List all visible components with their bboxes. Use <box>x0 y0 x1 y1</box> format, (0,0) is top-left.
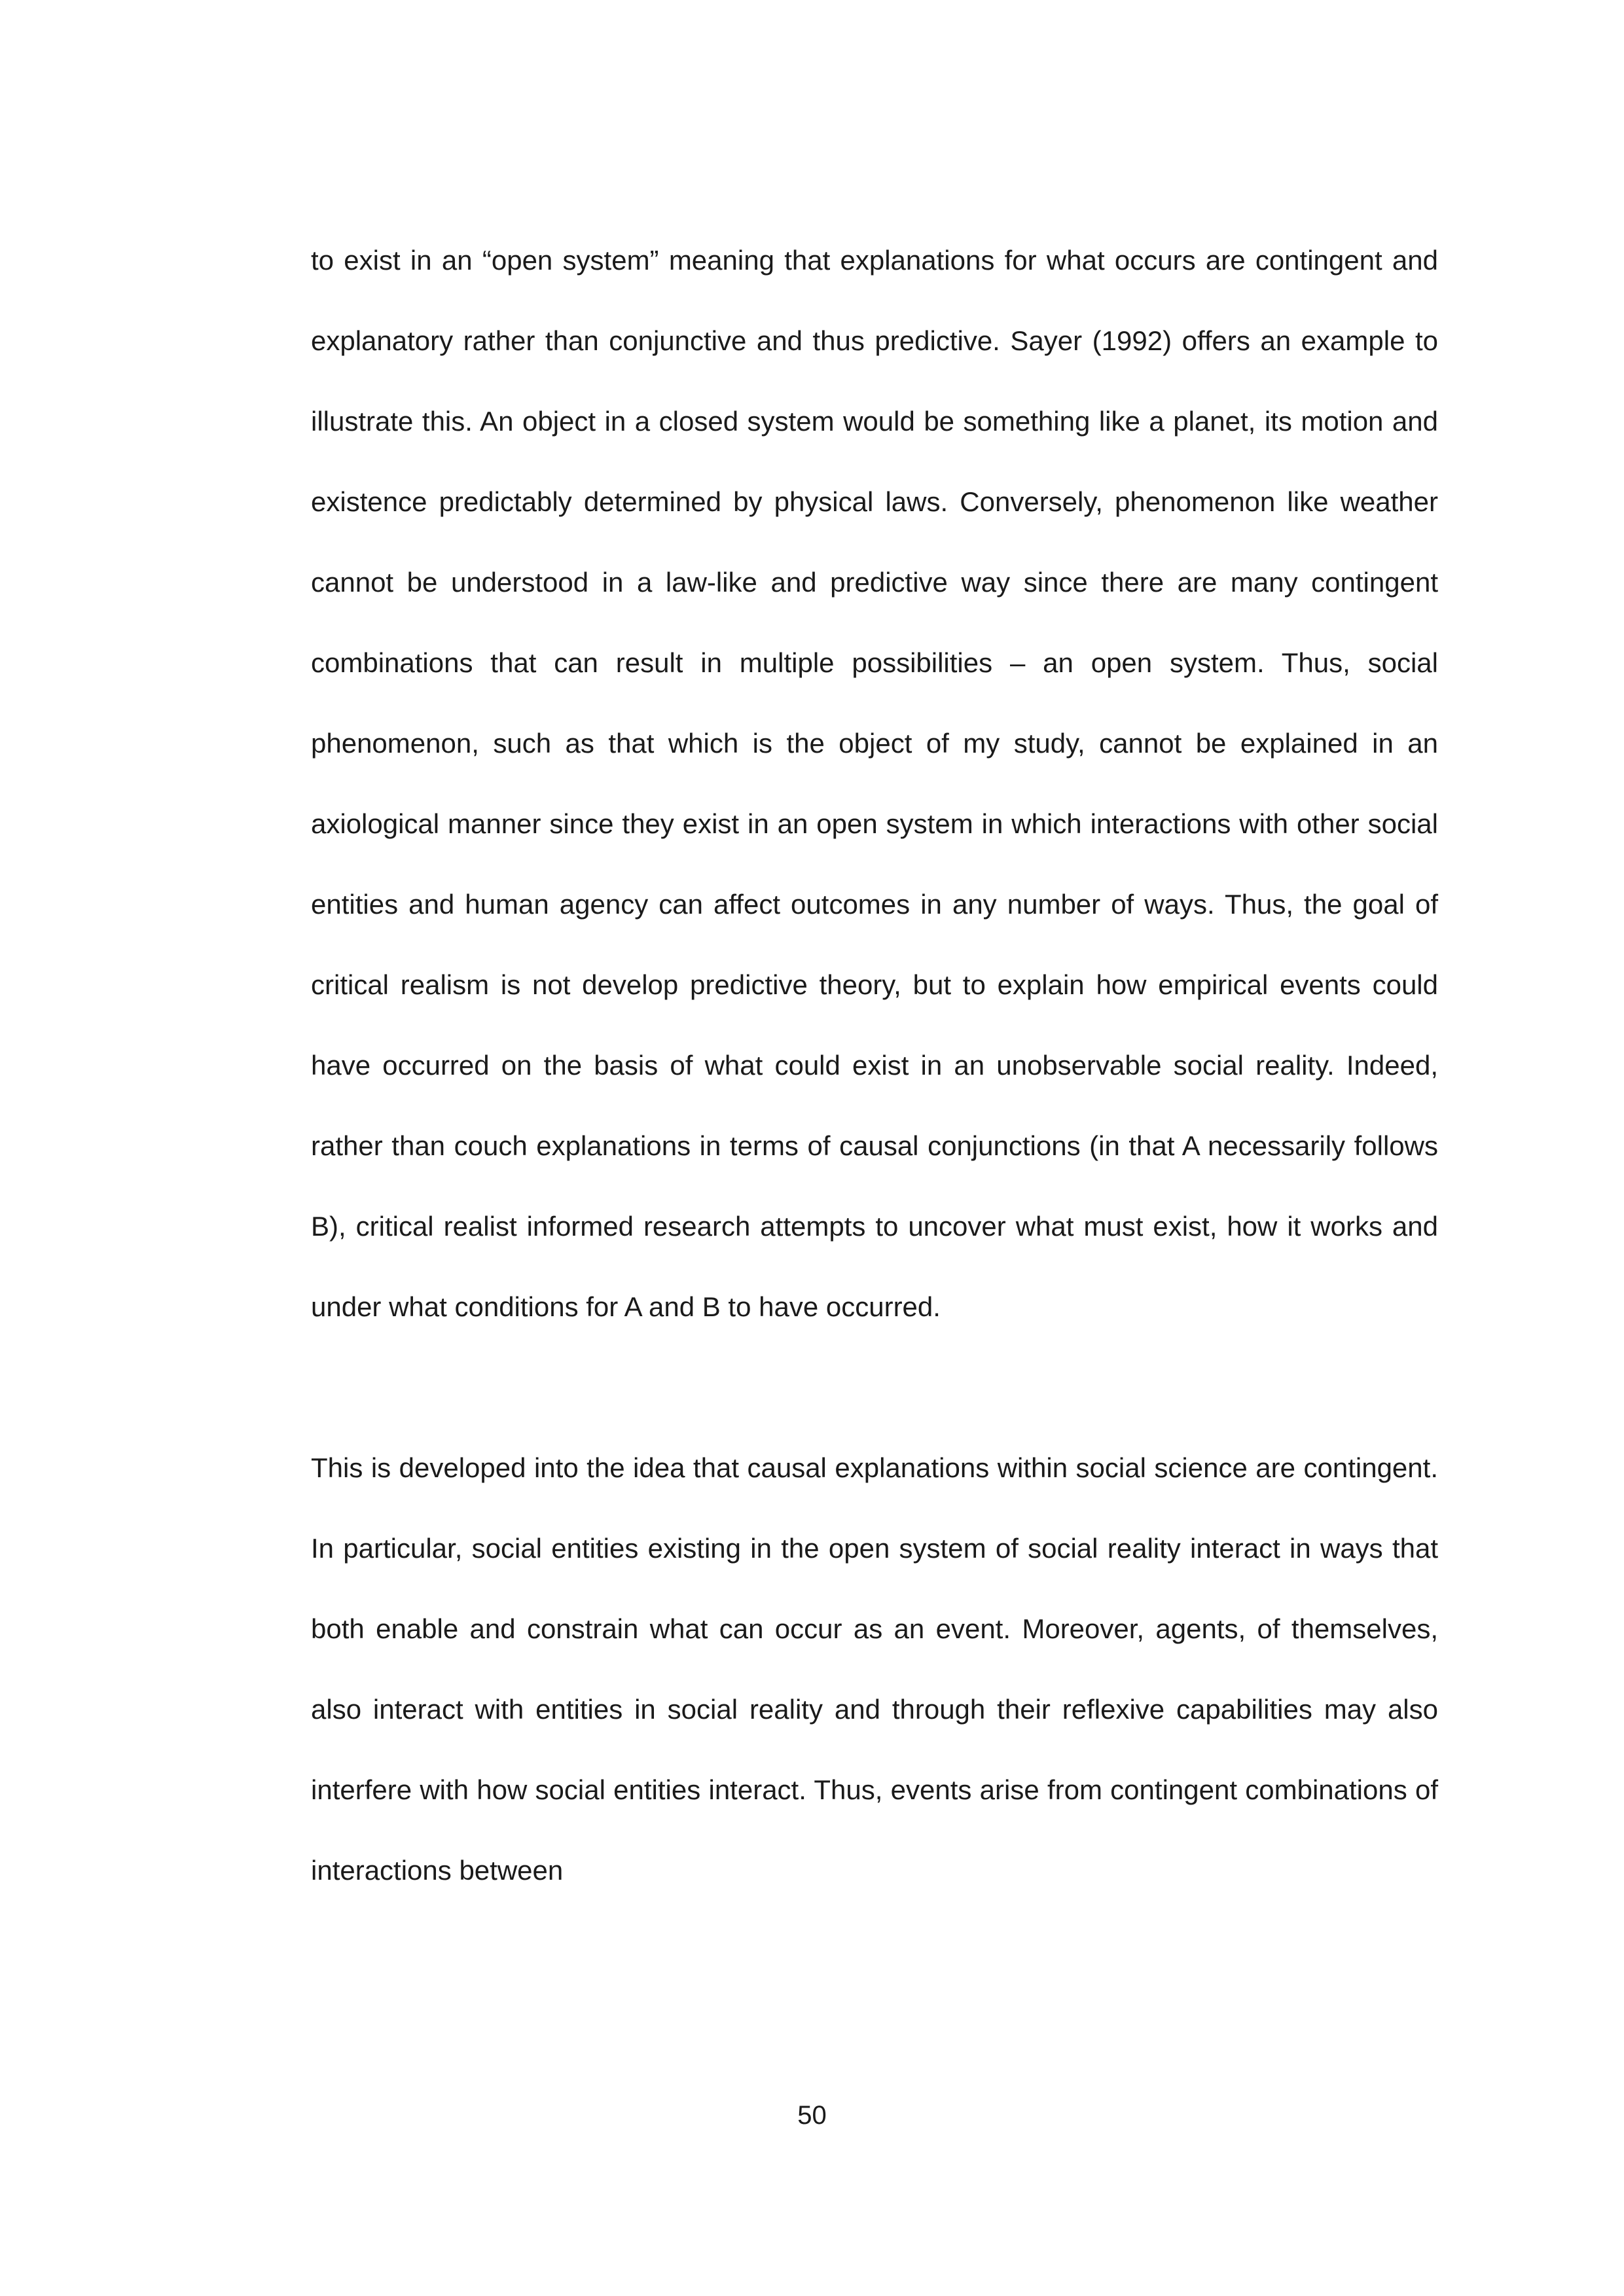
paragraph-2: This is developed into the idea that causal explanations within social science are contingent. In particular, social entities existing in the open system of social reality interact in ways that both enable and constrain what can occur as an event. Moreover, agents, of themselves, also interact with entities in social reality and through their reflexive capabilities may also interfere with how social entities interact. Thus, events arise from contingent combinations of interactions between <box>311 1452 1438 1886</box>
paragraph-1: to exist in an “open system” meaning that explanations for what occurs are contingent and explanatory rather than conjunctive and thus predictive. Sayer (1992) offers an example to illustrate this. An object in a closed system would be something like a planet, its motion and existence predictably determined by physical laws. Conversely, phenomenon like weather cannot be understood in a law-like and predictive way since there are many contingent combinations that can result in multiple possibilities – an open system. Thus, social phenomenon, such as that which is the object of my study, cannot be explained in an axiological manner since they exist in an open system in which interactions with other social entities and human agency can affect outcomes in any number of ways. Thus, the goal of critical realism is not develop predictive theory, but to explain how empirical events could have occurred on the basis of what could exist in an unobservable social reality. Indeed, rather than couch explanations in terms of causal conjunctions (in that A necessarily follows B), critical realist informed research attempts to uncover what must exist, how it works and under what conditions for A and B to have occurred. <box>311 245 1438 1322</box>
body-text <box>311 220 1438 1910</box>
page-number: 50 <box>797 2101 827 2130</box>
